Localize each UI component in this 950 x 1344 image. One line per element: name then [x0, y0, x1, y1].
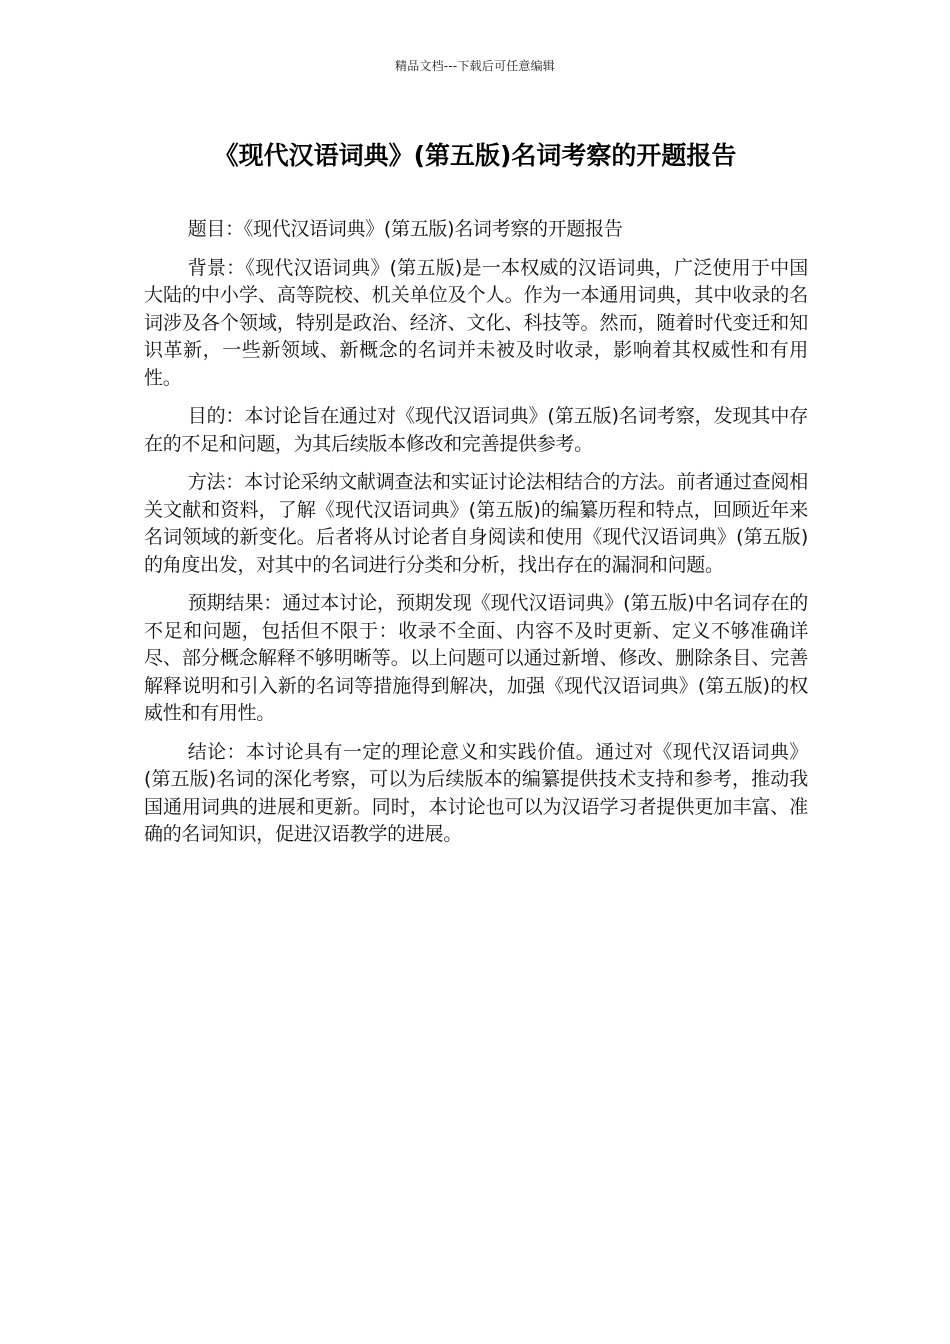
paragraph-text: 《现代汉语词典》(第五版)名词考察的开题报告 [243, 218, 623, 240]
document-body [144, 216, 808, 860]
paragraph-text: 通过本讨论，预期发现《现代汉语词典》(第五版)中名词存在的不足和问题，包括但不限于：收录不全面、内容不及时更新、定义不够准确详尽、部分概念解释不够明晰等。以上问题可以通过新增、修改、删除条目、完善解释说明和引入新的名词等措施得到解决，加强《现代汉语词典》(第五版)的权威性和有用性。 [144, 592, 808, 724]
paragraph-label: 目的： [187, 405, 245, 427]
paragraph-label: 背景： [187, 256, 246, 279]
paragraph-label: 方法： [187, 471, 245, 493]
paragraph-label: 预期结果： [187, 592, 283, 614]
paragraph-text: 本讨论具有一定的理论意义和实践价值。通过对《现代汉语词典》(第五版)名词的深化考察，可以为后续版本的编纂提供技术支持和参考，推动我国通用词典的进展和更新。同时，本讨论也可以为汉语学习者提供更加丰富、准确的名词知识，促进汉语教学的进展。 [144, 740, 808, 845]
paragraph-conclusion [144, 739, 808, 849]
paragraph-method [144, 469, 808, 579]
paragraph-label: 题目： [187, 218, 244, 240]
paragraph-expected-results [144, 590, 808, 728]
paragraph-label: 结论： [187, 740, 246, 763]
paragraph-text: 本讨论采纳文献调查法和实证讨论法相结合的方法。前者通过查阅相关文献和资料，了解《现代汉语词典》(第五版)的编纂历程和特点，回顾近年来名词领域的新变化。后者将从讨论者自身阅读和使用《现代汉语词典》(第五版)的角度出发，对其中的名词进行分类和分析，找出存在的漏洞和问题。 [144, 471, 808, 576]
paragraph-background [144, 255, 808, 393]
paragraph-purpose [144, 403, 808, 458]
paragraph-topic [144, 216, 808, 244]
header-note: 精品文档---下载后可任意编辑 [395, 59, 555, 73]
page-title: 《现代汉语词典》(第五版)名词考察的开题报告 [213, 141, 737, 170]
paragraph-text: 本讨论旨在通过对《现代汉语词典》(第五版)名词考察，发现其中存在的不足和问题，为其后续版本修改和完善提供参考。 [144, 405, 809, 455]
paragraph-text: 《现代汉语词典》(第五版)是一本权威的汉语词典，广泛使用于中国大陆的中小学、高等院校、机关单位及个人。作为一本通用词典，其中收录的名词涉及各个领域，特别是政治、经济、文化、科技等。然而，随着时代变迁和知识革新，一些新领域、新概念的名词并未被及时收录，影响着其权威性和有用性。 [144, 256, 808, 389]
